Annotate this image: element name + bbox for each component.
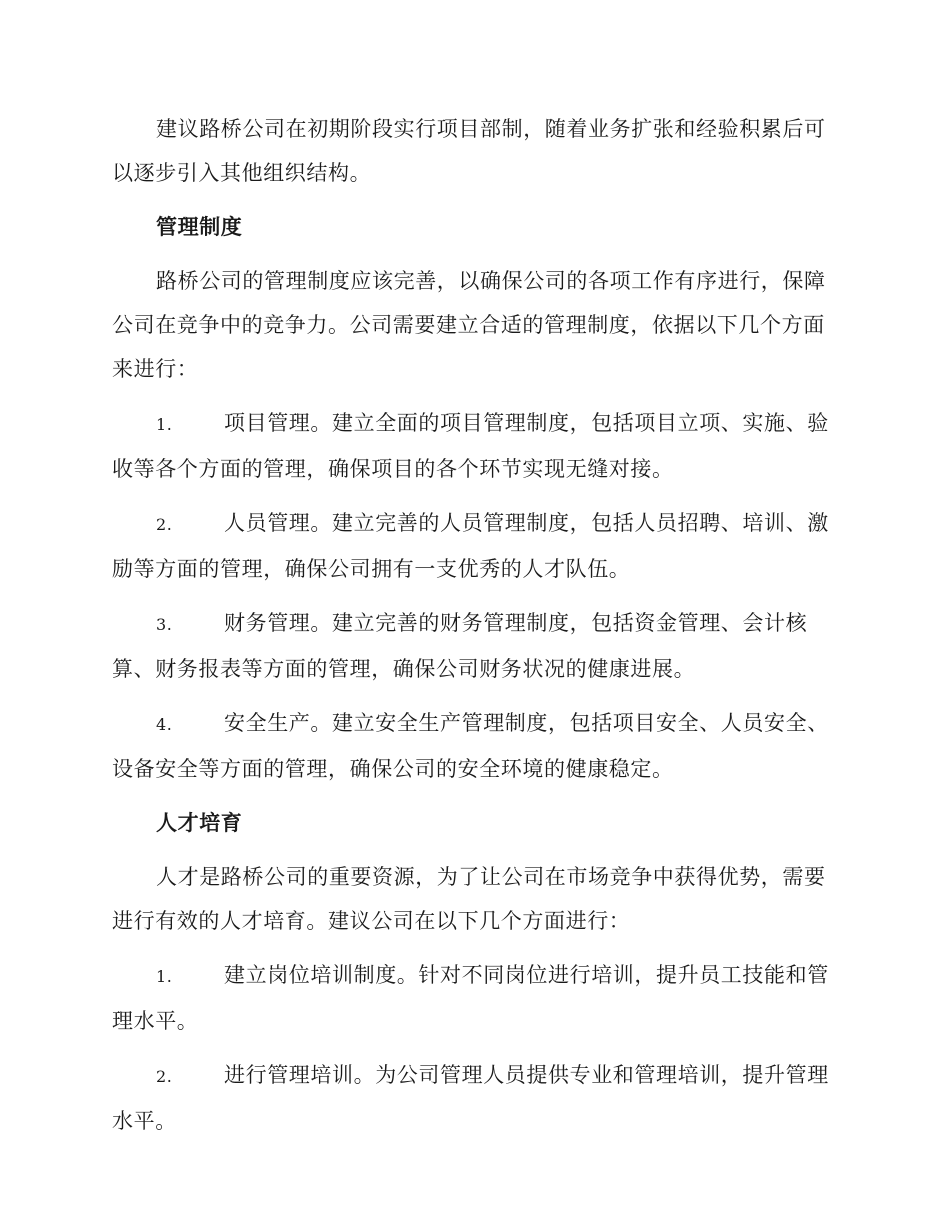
list-item-number: 4. [156, 715, 173, 734]
list-item-text: 项目管理。建立全面的项目管理制度，包括项目立项、实施、验收等各个方面的管理，确保项目的各个环节实现无缝对接。 [112, 411, 829, 481]
list-item-text: 安全生产。建立安全生产管理制度，包括项目安全、人员安全、设备安全等方面的管理，确保公司的安全环境的健康稳定。 [112, 711, 829, 781]
list-item-number: 1. [156, 967, 173, 986]
list-item-safety-production [112, 701, 836, 791]
list-item-text: 建立岗位培训制度。针对不同岗位进行培训，提升员工技能和管理水平。 [112, 963, 829, 1033]
heading-talent-cultivation: 人才培育 [156, 811, 243, 835]
list-item-text: 财务管理。建立完善的财务管理制度，包括资金管理、会计核算、财务报表等方面的管理，确保公司财务状况的健康进展。 [112, 611, 808, 681]
list-item-project-management [112, 401, 836, 491]
list-item-number: 2. [156, 1067, 173, 1086]
heading-management-system: 管理制度 [156, 215, 243, 239]
list-item-number: 3. [156, 615, 173, 634]
list-item-finance-management [112, 601, 836, 691]
list-item-management-training [112, 1053, 836, 1143]
document-body [112, 107, 836, 1143]
list-item-text: 人员管理。建立完善的人员管理制度，包括人员招聘、培训、激励等方面的管理，确保公司拥有一支优秀的人才队伍。 [112, 511, 829, 581]
list-item-text: 进行管理培训。为公司管理人员提供专业和管理培训，提升管理水平。 [112, 1063, 829, 1133]
list-item-number: 2. [156, 515, 173, 534]
paragraph-management-intro: 路桥公司的管理制度应该完善，以确保公司的各项工作有序进行，保障公司在竞争中的竞争力。公司需要建立合适的管理制度，依据以下几个方面来进行： [112, 269, 826, 381]
paragraph-org-structure: 建议路桥公司在初期阶段实行项目部制，随着业务扩张和经验积累后可以逐步引入其他组织结构。 [112, 117, 826, 185]
paragraph-talent-intro: 人才是路桥公司的重要资源，为了让公司在市场竞争中获得优势，需要进行有效的人才培育。建议公司在以下几个方面进行： [112, 865, 826, 933]
list-item-job-training [112, 953, 836, 1043]
list-item-number: 1. [156, 415, 173, 434]
list-item-personnel-management [112, 501, 836, 591]
